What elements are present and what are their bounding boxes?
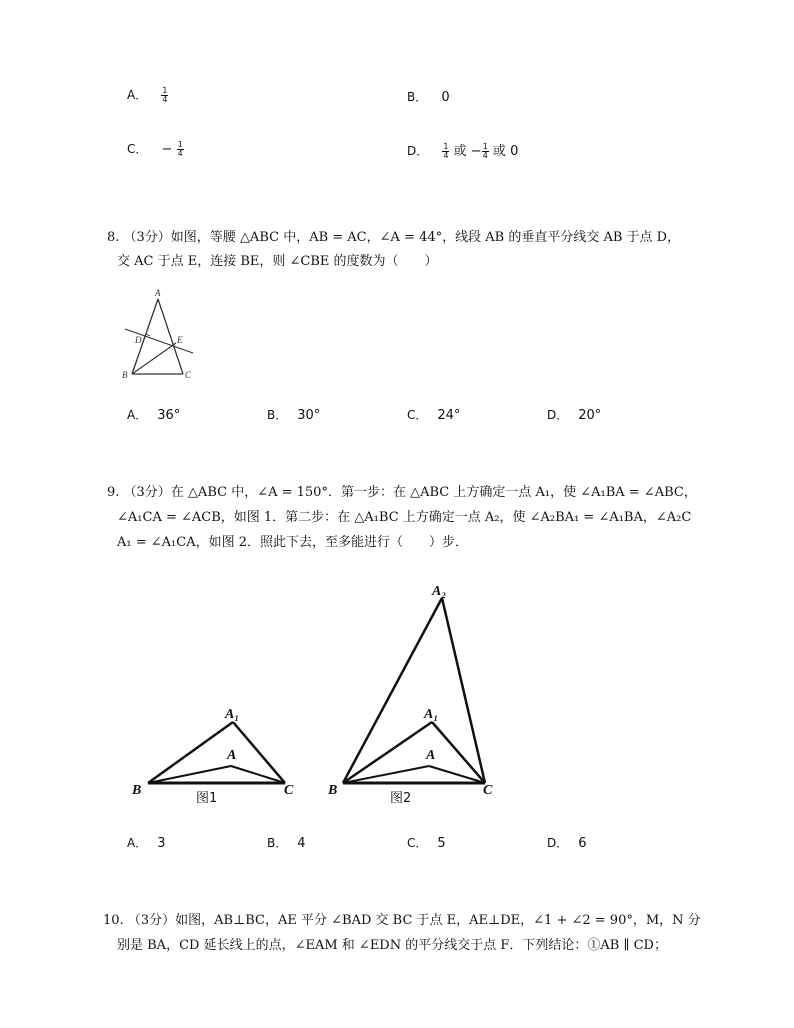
q9-option-c-value: 5	[437, 836, 446, 851]
q7-option-d-zero: 0	[510, 144, 519, 159]
q8-label-e: E	[177, 335, 183, 345]
q7-option-c-fraction: $\frac{1}{4}$	[177, 140, 183, 158]
q9-option-c[interactable]	[407, 834, 446, 851]
q7-option-d-or-2: 或	[492, 144, 506, 159]
q9-figure	[128, 575, 508, 810]
q7-option-a-fraction: $\frac{1}{4}$	[162, 86, 168, 104]
q7-option-b-value: 0	[441, 90, 450, 105]
q8-option-d-label: D．	[547, 408, 569, 422]
q8-option-b-value: 30°	[297, 408, 321, 423]
q8-option-c[interactable]	[407, 406, 460, 423]
q8-option-a-label: A．	[127, 408, 148, 422]
q8-option-c-label: C．	[407, 408, 428, 422]
q7-option-d-fraction-2: $\frac{1}{4}$	[482, 142, 488, 160]
q8-option-a-value: 36°	[157, 408, 181, 423]
q9-fig2-label-a1: A₁	[424, 707, 439, 722]
q8-stem-line-1: 8. （3分）如图，等腰 △ABC 中，AB = AC，∠A = 44°，线段 AB 的垂直平分线交 AB 于点 D，	[107, 230, 681, 245]
q7-option-d-fraction-1: $\frac{1}{4}$	[443, 142, 449, 160]
q7-option-a-label: A．	[127, 88, 148, 102]
q8-label-c: C	[185, 370, 192, 380]
q9-fig1-label-a: A	[227, 748, 237, 763]
q9-fig2-label-a: A	[426, 748, 436, 763]
q9-figure-1	[131, 707, 294, 806]
q9-stem-line-2: ∠A₁CA = ∠ACB，如图 1．第二步：在 △A₁BC 上方确定一点 A₂，使 ∠A₂BA₁ = ∠A₁BA，∠A₂C	[117, 510, 692, 525]
q8-label-d: D	[135, 335, 142, 345]
q7-option-d[interactable]	[407, 140, 518, 160]
q9-fig2-label-c: C	[483, 783, 493, 798]
q9-stem-line-3: A₁ = ∠A₁CA，如图 2．照此下去，至多能进行（ ）步．	[117, 535, 468, 550]
q9-fig2-label-b: B	[328, 783, 338, 798]
q9-option-b-value: 4	[297, 836, 306, 851]
q9-fig1-label-b: B	[132, 783, 142, 798]
q9-option-c-label: C．	[407, 836, 428, 850]
q9-option-a-value: 3	[157, 836, 166, 851]
q8-option-d[interactable]	[547, 406, 601, 423]
q7-option-d-label: D．	[407, 144, 429, 158]
q9-option-d-value: 6	[578, 836, 587, 851]
q8-label-a: A	[155, 288, 161, 298]
q8-option-c-value: 24°	[437, 408, 461, 423]
q10-stem-line-2: 别是 BA，CD 延长线上的点，∠EAM 和 ∠EDN 的平分线交于点 F．下列结论：①AB ∥ CD；	[117, 938, 667, 953]
q7-option-b[interactable]	[407, 88, 450, 105]
q7-option-d-sign: −	[470, 144, 482, 159]
q9-option-b-label: B．	[267, 836, 288, 850]
q8-label-b: B	[122, 370, 128, 380]
q10-stem-line-1: 10. （3分）如图，AB⊥BC，AE 平分 ∠BAD 交 BC 于点 E，AE⊥DE，∠1 + ∠2 = 90°，M，N 分	[103, 913, 701, 928]
q8-option-b[interactable]	[267, 406, 320, 423]
q9-option-a-label: A．	[127, 836, 148, 850]
q9-fig2-caption: 图2	[390, 791, 412, 806]
q7-option-c-sign: −	[161, 142, 173, 157]
q9-option-b[interactable]	[267, 834, 306, 851]
q8-option-d-value: 20°	[578, 408, 602, 423]
q8-stem-line-2: 交 AC 于点 E，连接 BE，则 ∠CBE 的度数为（ ）	[117, 254, 438, 269]
q9-figure-2	[327, 584, 493, 806]
q8-option-a[interactable]	[127, 406, 180, 423]
q9-option-a[interactable]	[127, 834, 166, 851]
q8-option-b-label: B．	[267, 408, 288, 422]
q9-fig1-label-a1: A₁	[225, 707, 240, 722]
q9-option-d-label: D．	[547, 836, 569, 850]
q7-option-c[interactable]	[127, 140, 184, 158]
q7-option-a[interactable]	[127, 86, 168, 104]
q9-stem-line-1: 9. （3分）在 △ABC 中，∠A = 150°．第一步：在 △ABC 上方确定一点 A₁，使 ∠A₁BA = ∠ABC，	[107, 485, 697, 500]
q9-fig1-label-c: C	[284, 783, 294, 798]
q9-fig1-caption: 图1	[196, 791, 218, 806]
q7-option-c-label: C．	[127, 142, 148, 156]
q7-option-b-label: B．	[407, 90, 428, 104]
q7-option-d-or-1: 或	[453, 144, 467, 159]
q9-fig2-label-a2: A₂	[432, 584, 447, 599]
q8-triangle-figure	[115, 285, 205, 385]
q9-option-d[interactable]	[547, 834, 587, 851]
